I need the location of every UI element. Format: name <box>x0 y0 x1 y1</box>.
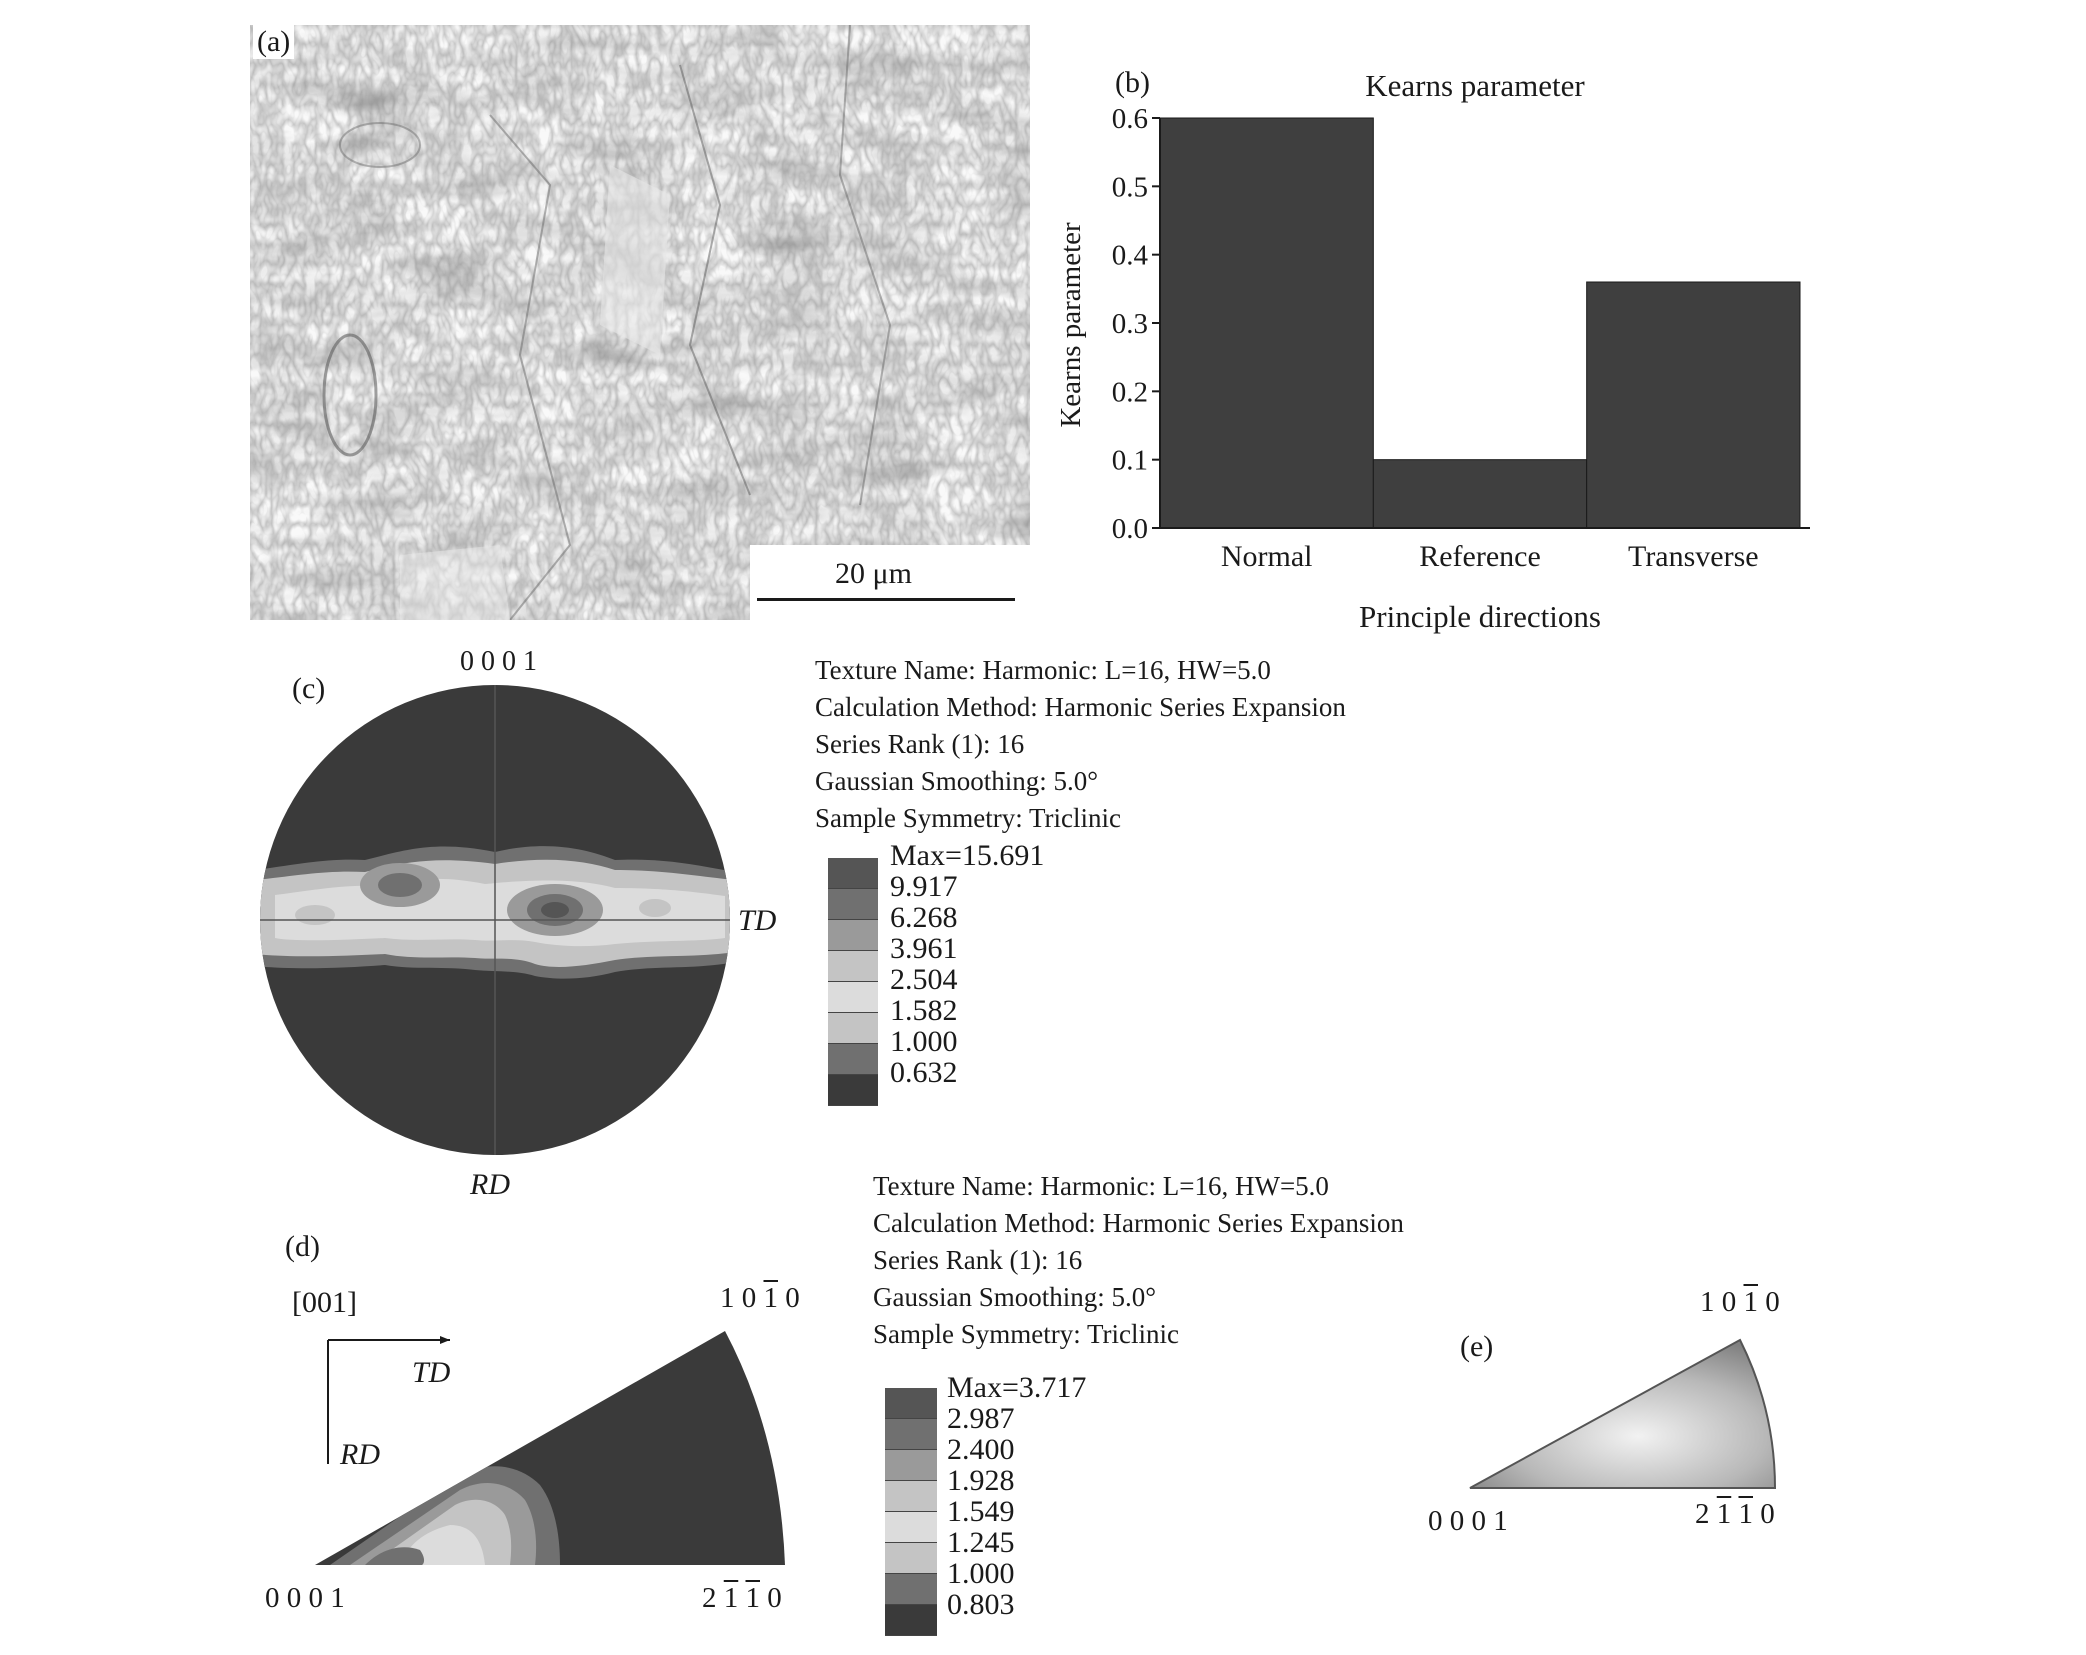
ipf-info <box>873 1168 1404 1353</box>
info-line: Gaussian Smoothing: 5.0° <box>815 766 1099 796</box>
miller-index-bar: 1 <box>1738 1498 1753 1530</box>
y-tick-label: 0.2 <box>1111 376 1148 409</box>
bars <box>1160 118 1800 528</box>
legend-value: 2.504 <box>890 963 958 996</box>
y-axis-label: Kearns parameter <box>1055 222 1087 428</box>
ipf-axis-label: [001] <box>292 1286 357 1319</box>
legend-value: 6.268 <box>890 901 958 934</box>
legend-labels <box>890 840 1044 1088</box>
ipf-td-label: TD <box>412 1356 451 1389</box>
bar-normal <box>1160 118 1373 528</box>
bar-reference <box>1373 460 1586 528</box>
panel-a-label: (a) <box>253 25 294 59</box>
legend-swatches <box>885 1388 937 1636</box>
legend-labels <box>947 1372 1086 1620</box>
key-corner-top <box>1700 1286 1780 1319</box>
ipf-corner-origin: 0 0 0 1 <box>265 1582 345 1614</box>
miller-index-bar: 1 <box>1716 1498 1732 1530</box>
info-line: Texture Name: Harmonic: L=16, HW=5.0 <box>815 655 1271 685</box>
miller-index-bar: 1 <box>763 1282 778 1314</box>
pole-figure <box>255 680 735 1160</box>
y-ticks <box>1112 103 1160 545</box>
legend-value: 1.245 <box>947 1526 1015 1559</box>
legend-value: 1.928 <box>947 1464 1015 1497</box>
miller-index-bar: 1 <box>745 1582 760 1614</box>
x-tick-label: Reference <box>1419 540 1541 573</box>
legend-swatches <box>828 858 878 1106</box>
legend-max: Max=3.717 <box>947 1371 1087 1404</box>
panel-b-label: (b) <box>1115 66 1150 99</box>
miller-index-bar: 1 <box>723 1582 739 1614</box>
miller-index-part: 0 <box>778 1282 800 1314</box>
info-line: Series Rank (1): 16 <box>873 1245 1083 1275</box>
miller-index-bar: 1 <box>1743 1286 1758 1318</box>
kearns-chart <box>1040 60 1870 640</box>
scale-bar-label: 20 μm <box>835 557 912 590</box>
miller-index-part <box>1731 1498 1738 1530</box>
y-tick-label: 0.6 <box>1111 103 1148 135</box>
miller-index-part <box>738 1582 745 1614</box>
info-line: Texture Name: Harmonic: L=16, HW=5.0 <box>873 1171 1329 1201</box>
micrograph-panel <box>250 25 1030 620</box>
y-tick-label: 0.3 <box>1111 308 1148 340</box>
legend-value: 1.582 <box>890 994 958 1027</box>
legend-value: 2.400 <box>947 1433 1015 1466</box>
legend-swatch <box>828 951 878 982</box>
ipf-corner-right <box>702 1582 782 1615</box>
panel-e-label: (e) <box>1460 1330 1494 1363</box>
miller-index-part: 0 <box>1758 1286 1780 1318</box>
pole-figure-rd-label: RD <box>470 1168 510 1201</box>
miller-index-part: 2 <box>702 1582 724 1614</box>
legend-swatch <box>828 858 878 889</box>
x-tick-label: Normal <box>1220 540 1313 573</box>
legend-swatch <box>885 1605 937 1636</box>
legend-swatch <box>885 1450 937 1481</box>
legend-swatch <box>828 982 878 1013</box>
legend-swatch <box>885 1543 937 1574</box>
key-corner-right <box>1695 1498 1775 1531</box>
legend-value: 2.987 <box>947 1402 1015 1435</box>
ipf-color-key <box>1465 1335 1785 1495</box>
legend-swatch <box>885 1481 937 1512</box>
bar-transverse <box>1587 282 1800 528</box>
y-tick-label: 0.1 <box>1111 444 1148 477</box>
miller-index-part: 1 0 <box>720 1282 764 1314</box>
pole-figure-top-label: 0 0 0 1 <box>460 646 537 677</box>
legend-value: 3.961 <box>890 932 958 965</box>
legend-value: 0.632 <box>890 1056 958 1089</box>
legend-max: Max=15.691 <box>890 839 1045 872</box>
legend-value: 1.549 <box>947 1495 1015 1528</box>
x-axis-label: Principle directions <box>1359 599 1601 634</box>
info-line: Series Rank (1): 16 <box>815 729 1025 759</box>
legend-swatch <box>885 1419 937 1450</box>
legend-swatch <box>885 1574 937 1605</box>
miller-index-part: 0 <box>1753 1498 1775 1530</box>
legend-value: 9.917 <box>890 870 958 903</box>
ipf-corner-top <box>720 1282 800 1315</box>
ebsd-micrograph <box>250 25 1030 620</box>
legend-value: 0.803 <box>947 1588 1015 1621</box>
miller-index-part: 2 <box>1695 1498 1717 1530</box>
legend-swatch <box>828 1044 878 1075</box>
pole-figure-info <box>815 652 1346 837</box>
info-line: Calculation Method: Harmonic Series Expansion <box>873 1208 1404 1238</box>
legend-swatch <box>885 1388 937 1419</box>
key-corner-origin: 0 0 0 1 <box>1428 1505 1508 1537</box>
info-line: Sample Symmetry: Triclinic <box>815 803 1122 833</box>
miller-index-part: 1 0 <box>1700 1286 1744 1318</box>
info-line: Calculation Method: Harmonic Series Expansion <box>815 692 1346 722</box>
legend-swatch <box>828 1075 878 1106</box>
scale-bar-box <box>750 545 1030 620</box>
legend-swatch <box>828 920 878 951</box>
legend-swatch <box>828 889 878 920</box>
legend-value: 1.000 <box>947 1557 1015 1590</box>
y-tick-label: 0.5 <box>1111 171 1148 204</box>
legend-swatch <box>828 1013 878 1044</box>
x-ticks <box>1221 540 1759 573</box>
panel-d-label: (d) <box>285 1230 320 1263</box>
inverse-pole-figure <box>310 1325 800 1570</box>
pole-figure-td-label: TD <box>738 904 777 937</box>
scale-bar-line <box>757 598 1015 601</box>
ipf-rd-label: RD <box>340 1438 380 1471</box>
chart-title: Kearns parameter <box>1365 68 1585 103</box>
legend-value: 1.000 <box>890 1025 958 1058</box>
y-tick-label: 0.4 <box>1111 239 1148 272</box>
x-tick-label: Transverse <box>1628 540 1759 573</box>
info-line: Gaussian Smoothing: 5.0° <box>873 1282 1157 1312</box>
legend-swatch <box>885 1512 937 1543</box>
y-tick-label: 0.0 <box>1111 513 1148 545</box>
miller-index-part: 0 <box>760 1582 782 1614</box>
info-line: Sample Symmetry: Triclinic <box>873 1319 1180 1349</box>
panel-c-label: (c) <box>292 672 326 705</box>
